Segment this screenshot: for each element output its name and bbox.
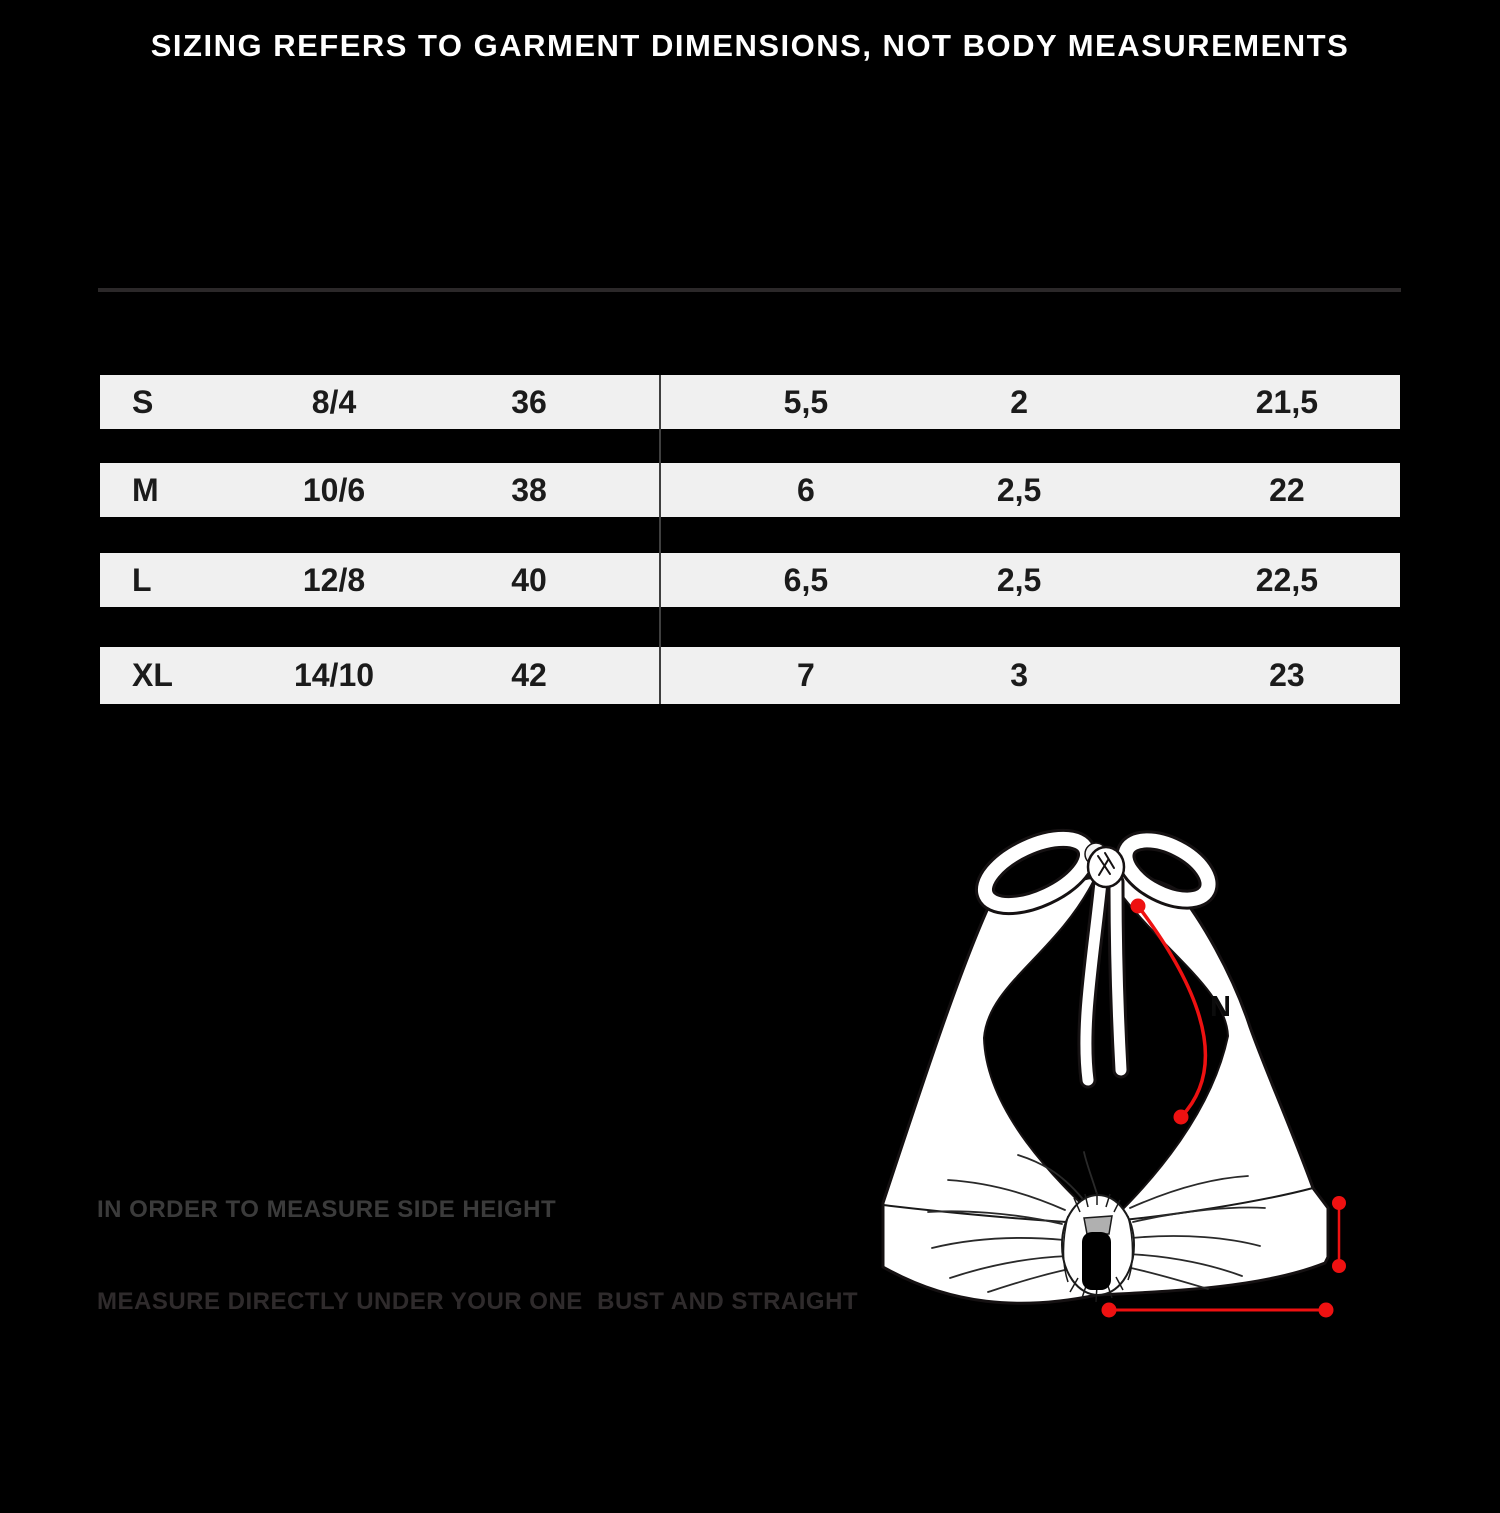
- measure-cell-3: 22: [1269, 471, 1305, 508]
- measure-cell-1: 6,5: [783, 561, 829, 598]
- measure-cell-1: 5,5: [783, 383, 829, 420]
- page-title: SIZING REFERS TO GARMENT DIMENSIONS, NOT BODY MEASUREMENTS: [150, 28, 1350, 63]
- measure-cell-2: 2,5: [996, 471, 1042, 508]
- eu-size-cell: 42: [511, 657, 547, 693]
- underbust-measure-line: [1102, 1303, 1334, 1318]
- size-cell: S: [132, 383, 154, 420]
- eu-size-cell: 40: [511, 561, 547, 598]
- size-cell: M: [132, 471, 159, 508]
- measure-cell-1: 6: [797, 471, 815, 508]
- measure-cell-3: 23: [1269, 657, 1305, 693]
- table-row: [100, 647, 1400, 704]
- size-table: [100, 375, 1400, 704]
- neckline-label: N: [1210, 991, 1231, 1023]
- horizontal-divider: [98, 288, 1401, 292]
- bikini-top-diagram: [860, 820, 1400, 1350]
- size-cell: XL: [132, 657, 173, 693]
- side-height-note: IN ORDER TO MEASURE SIDE HEIGHT: [97, 1196, 557, 1223]
- ring-center-hole: [1082, 1232, 1111, 1290]
- table-vertical-divider: [659, 375, 661, 704]
- size-cell: L: [132, 561, 152, 598]
- table-row: [100, 463, 1400, 517]
- measure-cell-2: 2: [1010, 383, 1028, 420]
- uk-size-cell: 8/4: [311, 383, 357, 420]
- measure-cell-3: 22,5: [1255, 561, 1319, 598]
- underbust-note: MEASURE DIRECTLY UNDER YOUR ONE BUST AND STRAIGHT: [97, 1288, 859, 1315]
- measure-cell-2: 3: [1010, 657, 1028, 693]
- uk-size-cell: 10/6: [302, 471, 366, 508]
- measure-cell-2: 2,5: [996, 561, 1042, 598]
- table-row: [100, 375, 1400, 429]
- side-height-measure-line: [1332, 1196, 1346, 1273]
- eu-size-cell: 38: [511, 471, 547, 508]
- measure-cell-3: 21,5: [1255, 383, 1319, 420]
- ring-top-shade: [1084, 1216, 1112, 1234]
- measure-cell-1: 7: [797, 657, 815, 693]
- table-row: [100, 553, 1400, 607]
- uk-size-cell: 14/10: [293, 657, 375, 693]
- eu-size-cell: 36: [511, 383, 547, 420]
- uk-size-cell: 12/8: [302, 561, 366, 598]
